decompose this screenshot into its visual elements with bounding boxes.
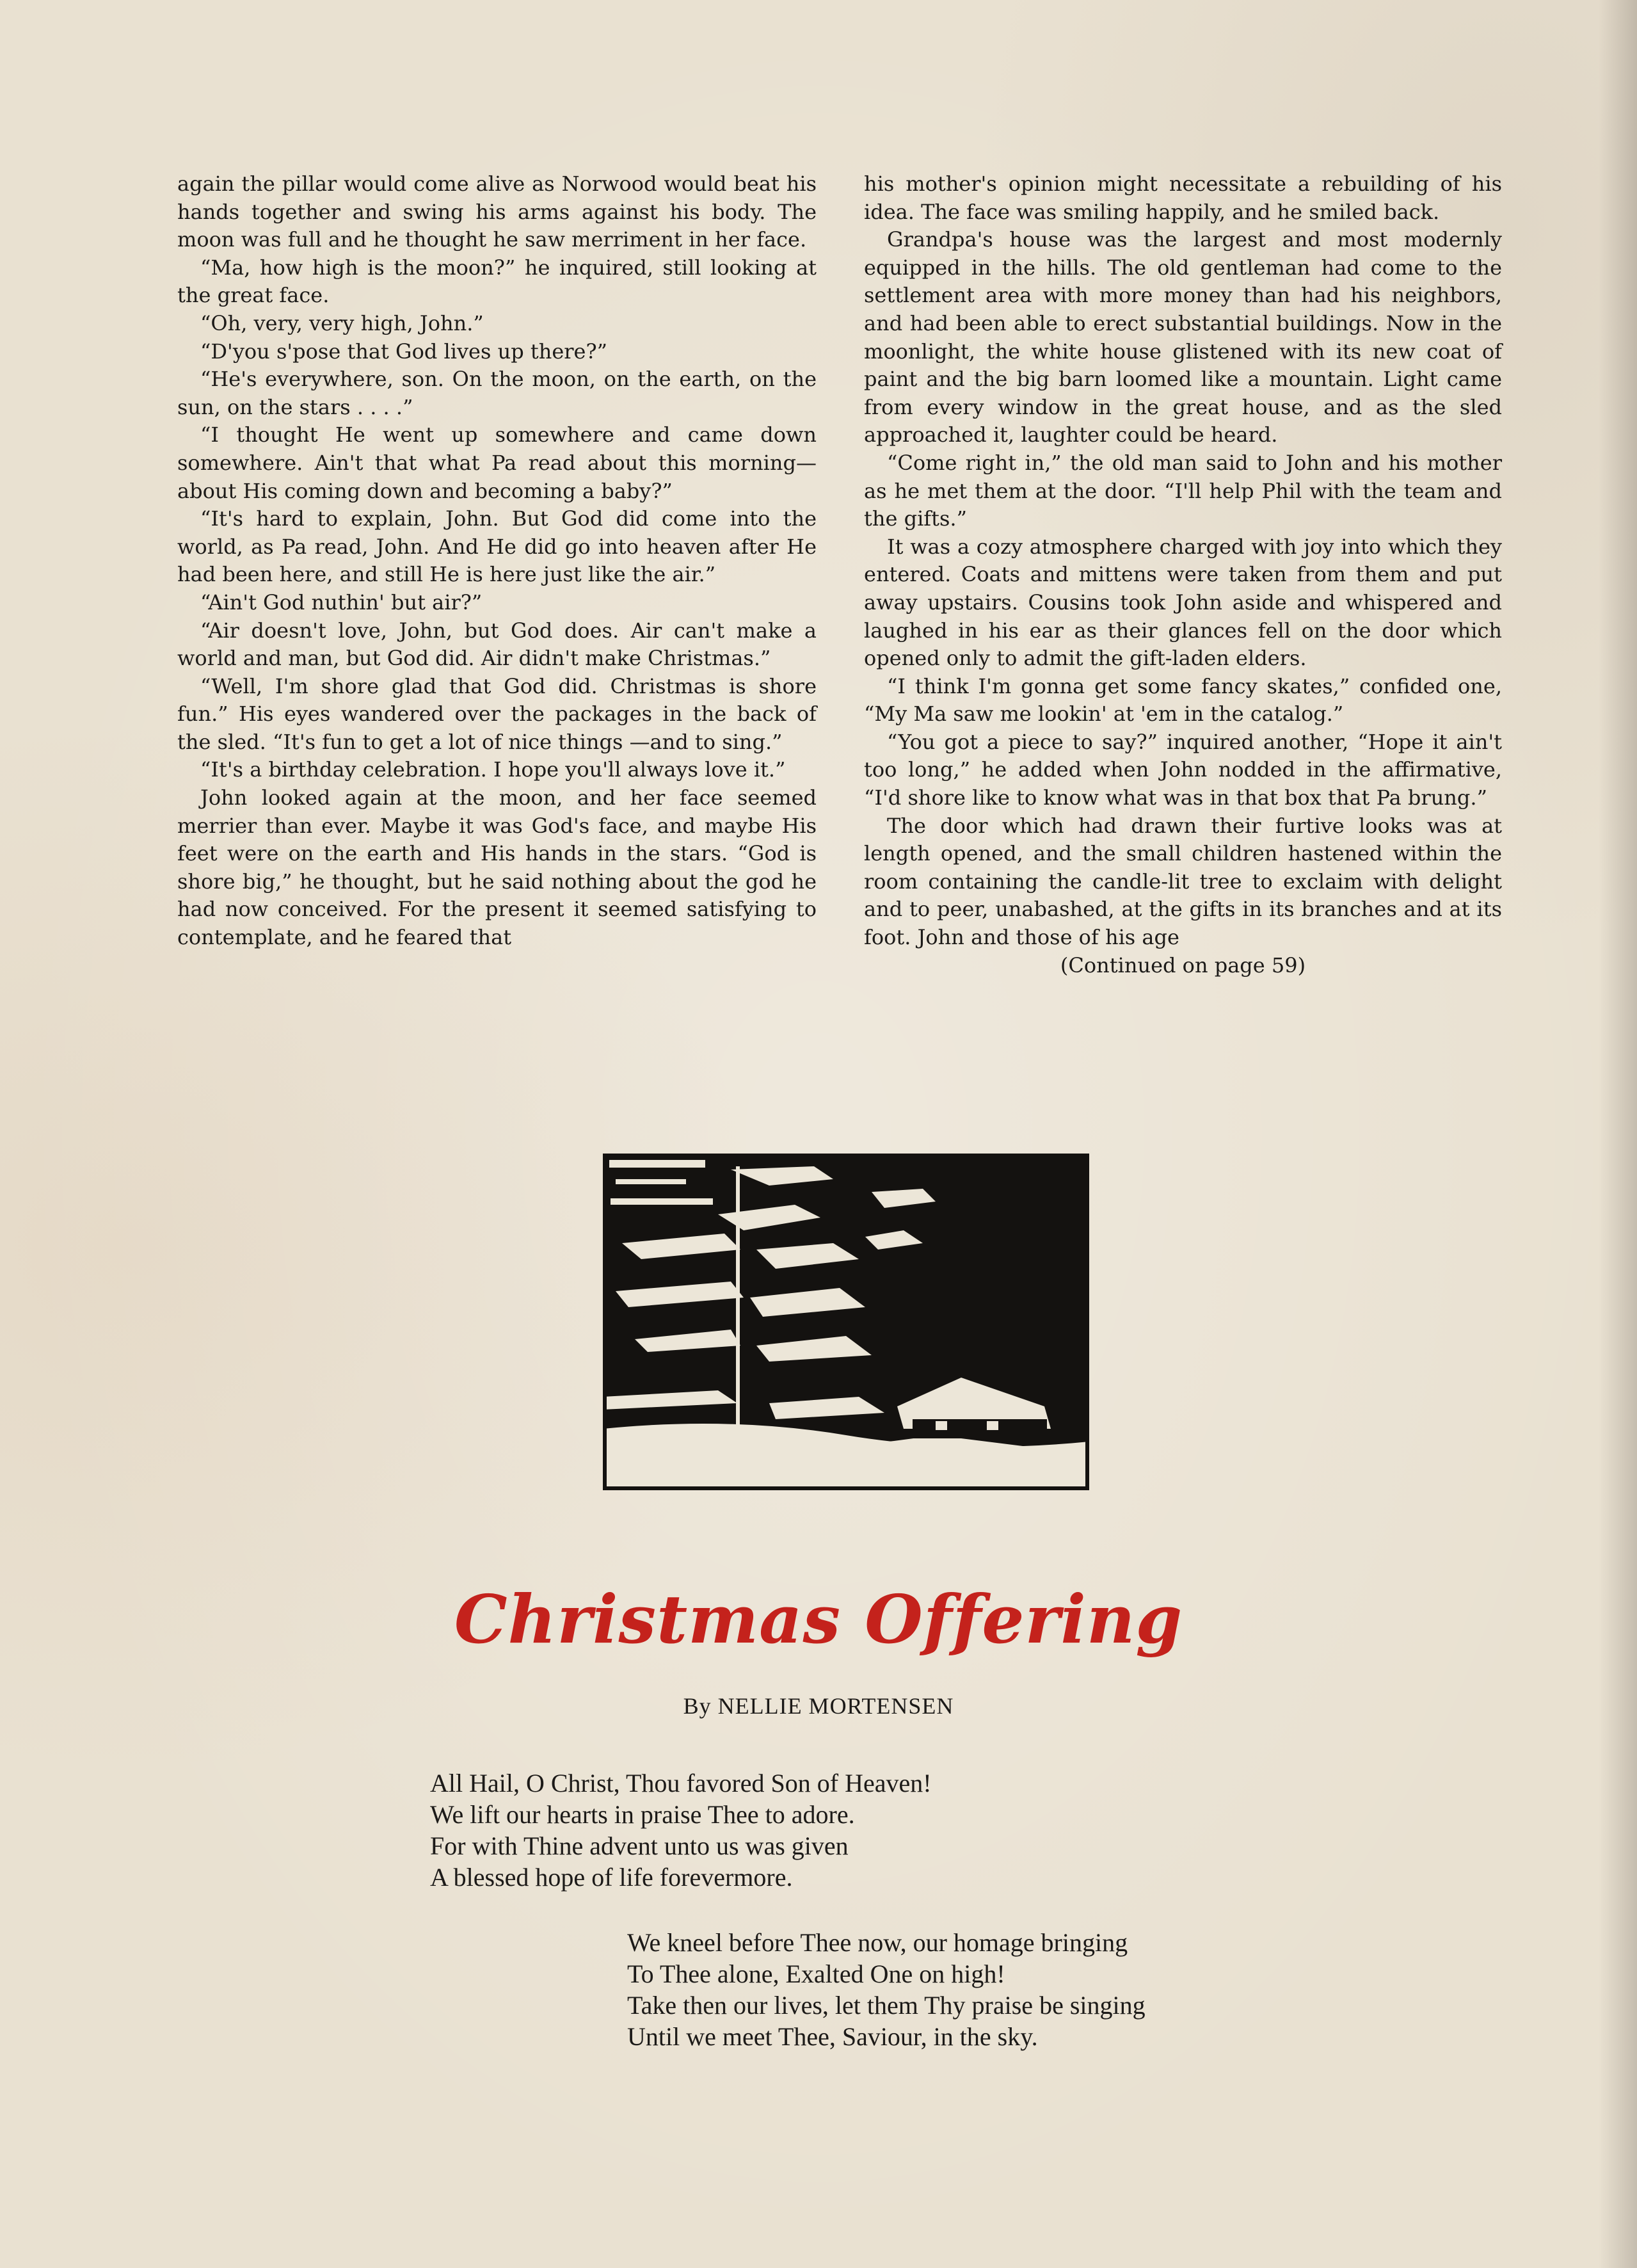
winter-cabin-illustration	[603, 1154, 1089, 1490]
story-paragraph: “It's a birthday celebration. I hope you'll always love it.”	[200, 757, 786, 782]
story-paragraph: John looked again at the moon, and her face seemed merrier than ever. Maybe it was God's face, and maybe His feet were on the earth and His hands in the stars. “God is shore big,” he thought, but he said nothing about the god he had now conceived. For the present it seemed satisfying to contemplate, and he feared that	[177, 785, 817, 950]
story-paragraph: “D'you s'pose that God lives up there?”	[200, 339, 607, 364]
story-paragraph: “You got a piece to say?” inquired another, “Hope it ain't too long,” he added when John nodded in the affirmative, “I'd shore like to know what was in that box that Pa brung.”	[864, 729, 1502, 810]
story-left-column	[177, 170, 817, 952]
story-paragraph: again the pillar would come alive as Norwood would beat his hands together and swing his arms against his body. The moon was full and he thought he saw merriment in her face.	[177, 172, 817, 252]
story-paragraph: “I think I'm gonna get some fancy skates,” confided one, “My Ma saw me lookin' at 'em in the catalog.”	[864, 673, 1502, 727]
poem-line: Until we meet Thee, Saviour, in the sky.	[627, 2022, 1038, 2051]
poem-line: For with Thine advent unto us was given	[430, 1831, 849, 1860]
story-paragraph: It was a cozy atmosphere charged with joy into which they entered. Coats and mittens were taken from them and put away upstairs. Cousins took John aside and whispered and laughed in his ear as their glances fell on the door which opened only to admit the gift-laden elders.	[864, 534, 1502, 671]
story-paragraph: “Come right in,” the old man said to John and his mother as he met them at the door. “I'll help Phil with the team and the gifts.”	[864, 450, 1502, 531]
poem-line: We kneel before Thee now, our homage bringing	[627, 1928, 1128, 1957]
story-paragraph: The door which had drawn their furtive looks was at length opened, and the small children hastened within the room containing the candle-lit tree to exclaim with delight and to peer, unabashed, at the gifts in its branches and at its foot. John and those of his age	[864, 813, 1502, 950]
poem-byline: By NELLIE MORTENSEN	[683, 1693, 954, 1719]
story-paragraph: “Ain't God nuthin' but air?”	[200, 590, 483, 615]
poem-line: Take then our lives, let them Thy praise be singing	[627, 1991, 1146, 2020]
story-paragraph: “It's hard to explain, John. But God did come into the world, as Pa read, John. And He did go into heaven after He had been here, and still He is here just like the air.”	[177, 506, 817, 587]
page-edge-shadow	[1599, 0, 1637, 2268]
story-paragraph: “Air doesn't love, John, but God does. Air can't make a world and man, but God did. Air didn't make Christmas.”	[177, 618, 817, 671]
poem-line: All Hail, O Christ, Thou favored Son of Heaven!	[430, 1769, 932, 1798]
story-paragraph: Grandpa's house was the largest and most modernly equipped in the hills. The old gentleman had come to the settlement area with more money than had his neighbors, and had been able to erect substantial buildings. Now in the moonlight, the white house glistened with its new coat of paint and the big barn loomed like a mountain. Light came from every window in the great house, and as the sled approached it, laughter could be heard.	[864, 227, 1502, 447]
poem-title: Christmas Offering	[454, 1580, 1183, 1659]
story-paragraph: “He's everywhere, son. On the moon, on the earth, on the sun, on the stars . . . .”	[177, 367, 817, 419]
story-right-column	[864, 170, 1502, 979]
poem-stanza-2	[627, 1927, 1146, 2052]
poem-line: We lift our hearts in praise Thee to adore.	[430, 1800, 855, 1829]
story-paragraph: his mother's opinion might necessitate a rebuilding of his idea. The face was smiling happily, and he smiled back.	[864, 172, 1502, 224]
story-paragraph: “Oh, very, very high, John.”	[200, 310, 484, 335]
story-paragraph: “Well, I'm shore glad that God did. Christmas is shore fun.” His eyes wandered over the packages in the back of the sled. “It's fun to get a lot of nice things —and to sing.”	[177, 673, 817, 754]
poem-line: A blessed hope of life forevermore.	[430, 1863, 793, 1892]
poem-line: To Thee alone, Exalted One on high!	[627, 1959, 1005, 1988]
continued-note: (Continued on page 59)	[1060, 953, 1306, 977]
story-paragraph: “Ma, how high is the moon?” he inquired, still looking at the great face.	[177, 255, 817, 308]
poem-stanza-1	[430, 1767, 932, 1893]
story-paragraph: “I thought He went up somewhere and came down somewhere. Ain't that what Pa read about this morning—about His coming down and becoming a baby?”	[177, 422, 817, 503]
